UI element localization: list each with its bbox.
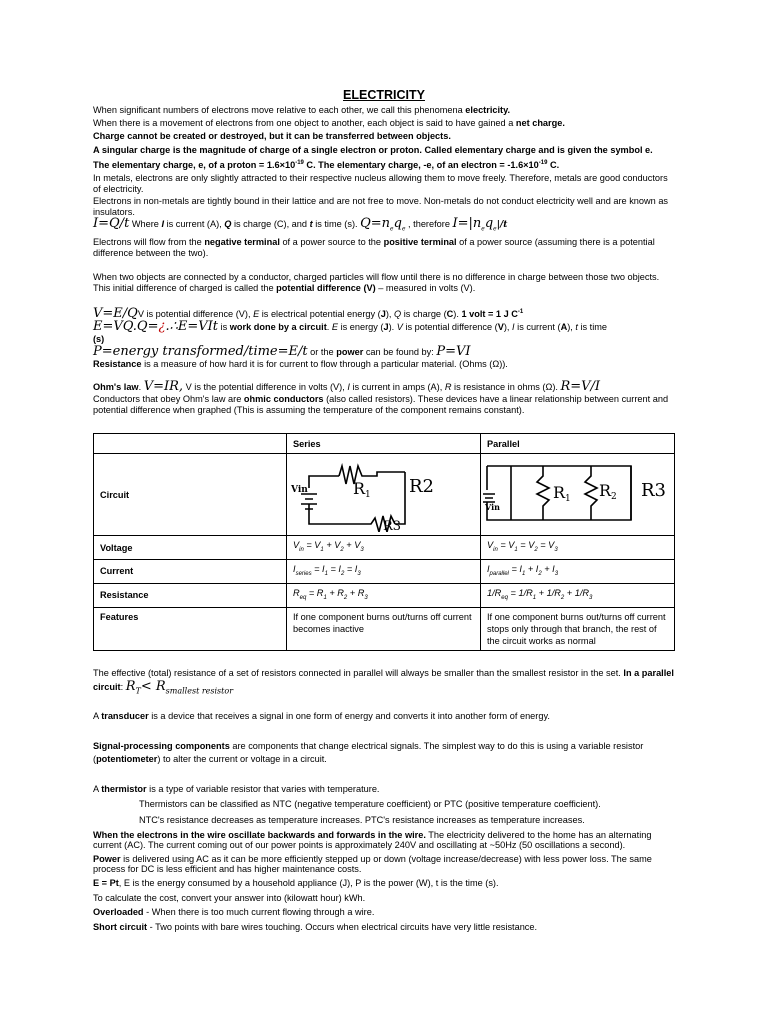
paragraph-non-metals: Electrons in non-metals are tightly bound in their lattice and are not free to move. Non-metals do not conduct electricity well and are known as insulators. (93, 196, 669, 217)
parallel-label-vin: Vin (484, 502, 500, 513)
table-header-series: Series (287, 434, 481, 454)
table-header-row (94, 434, 675, 454)
paragraph-potential-difference: When two objects are connected by a conductor, charged particles will flow until there is no difference in charge between those two objects. This initial difference of charged is called the potential difference (V) – measured in volts (V). (93, 272, 660, 293)
parallel-label-r3: R3 (640, 480, 666, 502)
series-resistance-cell: $R_{eq} = R_1 + R_2 + R_3$ (287, 583, 481, 607)
paragraph-energy-consumed: E = Pt, E is the energy consumed by a household appliance (J), P is the power (W), t is the time (s). (93, 877, 499, 888)
paragraph-metals: In metals, electrons are only slightly attracted to their respective nucleus allowing them to move freely. Therefore, metals are good conductors of electricity. (93, 172, 668, 194)
series-circuit-cell (287, 454, 481, 536)
parallel-features-cell: If one component burns out/turns off current stops only through that branch, the rest of the circuit works as normal (480, 607, 674, 650)
table-label-current: Current (94, 559, 287, 583)
table-row (94, 559, 675, 583)
paragraph-work-done: E=VQ.Q=¿.∴E=VIt is work done by a circuit. E is energy (J). V is potential difference (V), I is current (A), t is time (s) (93, 319, 608, 345)
paragraph-signal-processing: Signal-processing components are components that change electrical signals. The simplest way to do this is using a variable resistor (potentiometer) to alter the current or voltage in a circuit. (93, 740, 644, 764)
equation-ohms-law: V=IR, (143, 378, 184, 394)
parallel-circuit-cell (480, 454, 674, 536)
page-title: ELECTRICITY (343, 88, 425, 102)
document-page (93, 88, 675, 932)
equation-resistance: R=V/I (560, 378, 601, 394)
series-label-r2: R2 (409, 476, 435, 498)
table-label-resistance: Resistance (94, 583, 287, 607)
paragraph-power-ac: Power is delivered using AC as it can be more efficiently stepped up or down (voltage increase/decrease) with less power loss. The same process for DC is less efficient and has higher maintenance costs. (93, 853, 652, 875)
paragraph-overloaded: Overloaded - When there is too much current flowing through a wire. (93, 907, 375, 918)
parallel-circuit-diagram (481, 454, 673, 532)
paragraph-ac: When the electrons in the wire oscillate backwards and forwards in the wire. The electricity delivered to the home has an alternating current (AC). The current coming out of our power points is approximately 240V and oscillating at ~50Hz (50 oscillations a second). (93, 829, 652, 851)
paragraph-cost: To calculate the cost, convert your answer into (kilowatt hour) kWh. (93, 892, 366, 903)
paragraph-ohms-law: Ohm's law. V=IR, V is the potential difference in volts (V), I is current in amps (A), R is resistance in ohms (Ω). R=V/I (93, 378, 601, 394)
table-header-empty (94, 434, 287, 454)
paragraph-short-circuit: Short circuit - Two points with bare wires touching. Occurs when electrical circuits have very little resistance. (93, 921, 538, 932)
equation-parallel-resistance: $R_T< R_{smallest resistor}$ (125, 678, 234, 696)
paragraph-electricity-definition: When significant numbers of electrons move relative to each other, we call this phenomena electricity. (93, 105, 511, 115)
paragraph-power-equation: P=energy transformed/time=E/t or the power can be found by: P=VI (93, 344, 471, 360)
paragraph-ntc-ptc-behaviour: NTC's resistance decreases as temperature increases. PTC's resistance increases as temperature increases. (139, 814, 585, 825)
parallel-resistance-cell: $1/R_{eq} = 1/R_1 + 1/R_2 + 1/R_3$ (480, 583, 674, 607)
parallel-voltage-cell: $V_{in} = V_1 = V_2 = V_3$ (480, 536, 674, 560)
equation-power-vi: P=VI (436, 344, 471, 360)
table-row-circuit (94, 454, 675, 536)
paragraph-parallel-resistance: The effective (total) resistance of a set of resistors connected in parallel will always be smaller than the smallest resistor in the set. In a parallel circuit: $R_T< R_{smallest resistor}$ (93, 667, 674, 696)
table-header-parallel: Parallel (480, 434, 674, 454)
paragraph-electron-flow: Electrons will flow from the negative terminal of a power source to the positive terminal of a power source (assuming there is a potential difference between the two). (93, 236, 655, 258)
paragraph-transducer: A transducer is a device that receives a signal in one form of energy and converts it into another form of energy. (93, 711, 550, 722)
paragraph-thermistor: A thermistor is a type of variable resistor that varies with temperature. (93, 783, 380, 794)
parallel-current-cell: $I_{parallel} = I_1 + I_2 + I_3$ (480, 559, 674, 583)
equation-current-derived: $I=|n_eq_e|/t$ (452, 216, 508, 233)
paragraph-elementary-charge: A singular charge is the magnitude of charge of a single electron or proton. Called elementary charge and is given the symbol e. (93, 144, 653, 155)
series-label-r3: R3 (383, 519, 402, 533)
paragraph-charge-conservation: Charge cannot be created or destroyed, but it can be transferred between objects. (93, 131, 451, 142)
paragraph-net-charge: When there is a movement of electrons from one object to another, each object is said to have gained a net charge. (93, 117, 565, 128)
equation-current: I=Q/t (93, 216, 130, 232)
equation-power: P=energy transformed/time=E/t (93, 344, 308, 360)
paragraph-current-equation: I=Q/t Where I is current (A), Q is charge (C), and t is time (s). $Q=n_eq_e$ , therefore $I=|n_eq_e|/t$ (93, 216, 508, 233)
series-parallel-table (93, 433, 675, 650)
series-circuit-diagram (287, 454, 479, 532)
table-row (94, 583, 675, 607)
table-row-features (94, 607, 675, 650)
series-features-cell: If one component burns out/turns off current becomes inactive (287, 607, 481, 650)
series-label-r1: R1 (353, 479, 371, 501)
table-label-voltage: Voltage (94, 536, 287, 560)
table-label-features: Features (94, 607, 287, 650)
paragraph-charge-values: The elementary charge, e, of a proton = $1.6\times 10^{-19}$ C. The elementary charge, -e, of an electron = $-1.6\times 10^{-19}$ C. (93, 160, 560, 171)
equation-work-done: E=VQ.Q=¿.∴E=VIt (93, 319, 218, 335)
paragraph-ntc-ptc: Thermistors can be classified as NTC (negative temperature coefficient) or PTC (positive temperature coefficient). (139, 799, 601, 810)
series-label-vin: Vin (291, 485, 308, 496)
table-label-circuit: Circuit (94, 454, 287, 536)
series-current-cell: $I_{series} = I_1 = I_2 = I_3$ (287, 559, 481, 583)
equation-voltage: V=E/Q (93, 306, 138, 322)
parallel-label-r1: R1 (552, 483, 571, 505)
parallel-label-r2: R2 (598, 481, 617, 503)
equation-charge: $Q=n_eq_e$ (360, 216, 406, 233)
series-voltage-cell: $V_{in} = V_1 + V_2 + V_3$ (287, 536, 481, 560)
table-row (94, 536, 675, 560)
paragraph-resistance: Resistance is a measure of how hard it is for current to flow through a particular material. (Ohms (Ω)). (93, 359, 508, 370)
paragraph-voltage-equation: V=E/QV is potential difference (V), E is electrical potential energy (J), Q is charge (C). 1 volt = 1 J $C^{-1}$ (93, 306, 524, 322)
paragraph-ohmic-conductors: Conductors that obey Ohm's law are ohmic conductors (also called resistors). These devices have a linear relationship between current and potential difference when graphed (This is assuming the temperature of the component remains constant). (93, 393, 669, 415)
